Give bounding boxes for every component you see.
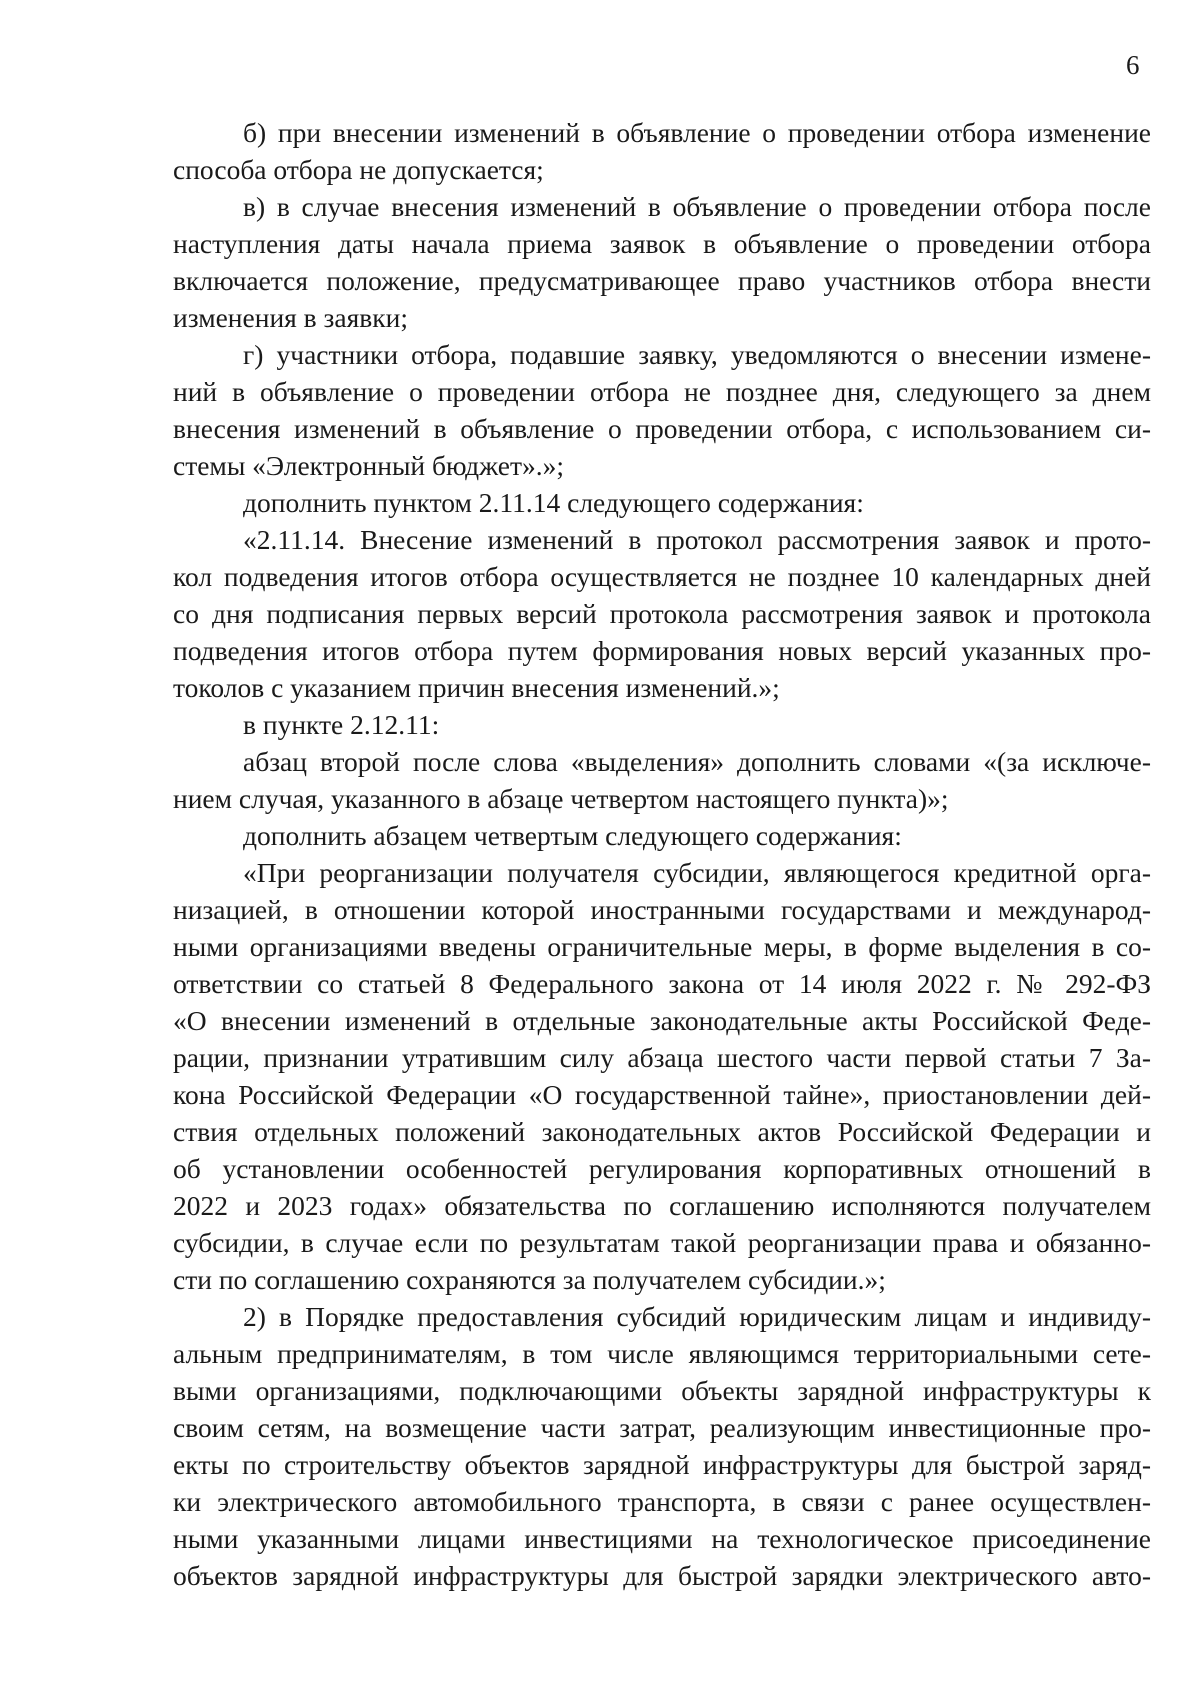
text-line: «О внесении изменений в отдельные законодательные акты Российской Феде- — [173, 1005, 1151, 1036]
text-line: включается положение, предусматривающее право участников отбора внести — [173, 265, 1151, 296]
text-line: объектов зарядной инфраструктуры для быстрой зарядки электрического авто- — [173, 1560, 1151, 1591]
text-line: ний в объявление о проведении отбора не позднее дня, следующего за днем — [173, 376, 1151, 407]
text-line: токолов с указанием причин внесения изменений.»; — [173, 672, 780, 703]
text-line: своим сетям, на возмещение части затрат, реализующим инвестиционные про- — [173, 1412, 1151, 1443]
text-line: субсидии, в случае если по результатам такой реорганизации права и обязанно- — [173, 1227, 1151, 1258]
text-line: подведения итогов отбора путем формирования новых версий указанных про- — [173, 635, 1151, 666]
text-line: 2) в Порядке предоставления субсидий юридическим лицам и индивиду- — [243, 1301, 1151, 1332]
page-number: 6 — [1126, 50, 1140, 80]
text-line: ными указанными лицами инвестициями на технологическое присоединение — [173, 1523, 1151, 1554]
text-line: наступления даты начала приема заявок в объявление о проведении отбора — [173, 228, 1151, 259]
text-line: в пункте 2.12.11: — [243, 709, 440, 740]
text-line: ствия отдельных положений законодательных актов Российской Федерации и — [173, 1116, 1151, 1147]
text-line: кол подведения итогов отбора осуществляется не позднее 10 календарных дней — [173, 561, 1151, 592]
text-line: сти по соглашению сохраняются за получателем субсидии.»; — [173, 1264, 886, 1295]
text-line: кона Российской Федерации «О государственной тайне», приостановлении дей- — [173, 1079, 1151, 1110]
text-line: стемы «Электронный бюджет».»; — [173, 450, 565, 481]
text-line: б) при внесении изменений в объявление о проведении отбора изменение — [243, 117, 1151, 148]
text-line: об установлении особенностей регулирования корпоративных отношений в — [173, 1153, 1151, 1184]
text-line: выми организациями, подключающими объекты зарядной инфраструктуры к — [173, 1375, 1151, 1406]
text-line: «При реорганизации получателя субсидии, являющегося кредитной орга- — [243, 857, 1151, 888]
text-line: со дня подписания первых версий протокола рассмотрения заявок и протокола — [173, 598, 1151, 629]
text-line: в) в случае внесения изменений в объявление о проведении отбора после — [243, 191, 1151, 222]
text-line: екты по строительству объектов зарядной инфраструктуры для быстрой заряд- — [173, 1449, 1151, 1480]
text-line: «2.11.14. Внесение изменений в протокол рассмотрения заявок и прото- — [243, 524, 1151, 555]
text-line: нием случая, указанного в абзаце четвертом настоящего пункта)»; — [173, 783, 949, 814]
text-line: г) участники отбора, подавшие заявку, уведомляются о внесении измене- — [243, 339, 1151, 370]
text-line: ными организациями введены ограничительные меры, в форме выделения в со- — [173, 931, 1151, 962]
text-line: способа отбора не допускается; — [173, 154, 544, 185]
text-line: ответствии со статьей 8 Федерального закона от 14 июля 2022 г. № 292-ФЗ — [173, 968, 1151, 999]
text-line: 2022 и 2023 годах» обязательства по соглашению исполняются получателем — [173, 1190, 1151, 1221]
text-line: альным предпринимателям, в том числе являющимся территориальными сете- — [173, 1338, 1151, 1369]
text-line: изменения в заявки; — [173, 302, 408, 333]
text-line: дополнить абзацем четвертым следующего содержания: — [243, 820, 902, 851]
text-line: низацией, в отношении которой иностранными государствами и международ- — [173, 894, 1151, 925]
text-line: рации, признании утратившим силу абзаца шестого части первой статьи 7 За- — [173, 1042, 1151, 1073]
document-body — [173, 114, 1151, 1594]
text-line: ки электрического автомобильного транспорта, в связи с ранее осуществлен- — [173, 1486, 1151, 1517]
text-line: абзац второй после слова «выделения» дополнить словами «(за исключе- — [243, 746, 1151, 777]
text-line: внесения изменений в объявление о проведении отбора, с использованием си- — [173, 413, 1151, 444]
text-line: дополнить пунктом 2.11.14 следующего содержания: — [243, 487, 864, 518]
